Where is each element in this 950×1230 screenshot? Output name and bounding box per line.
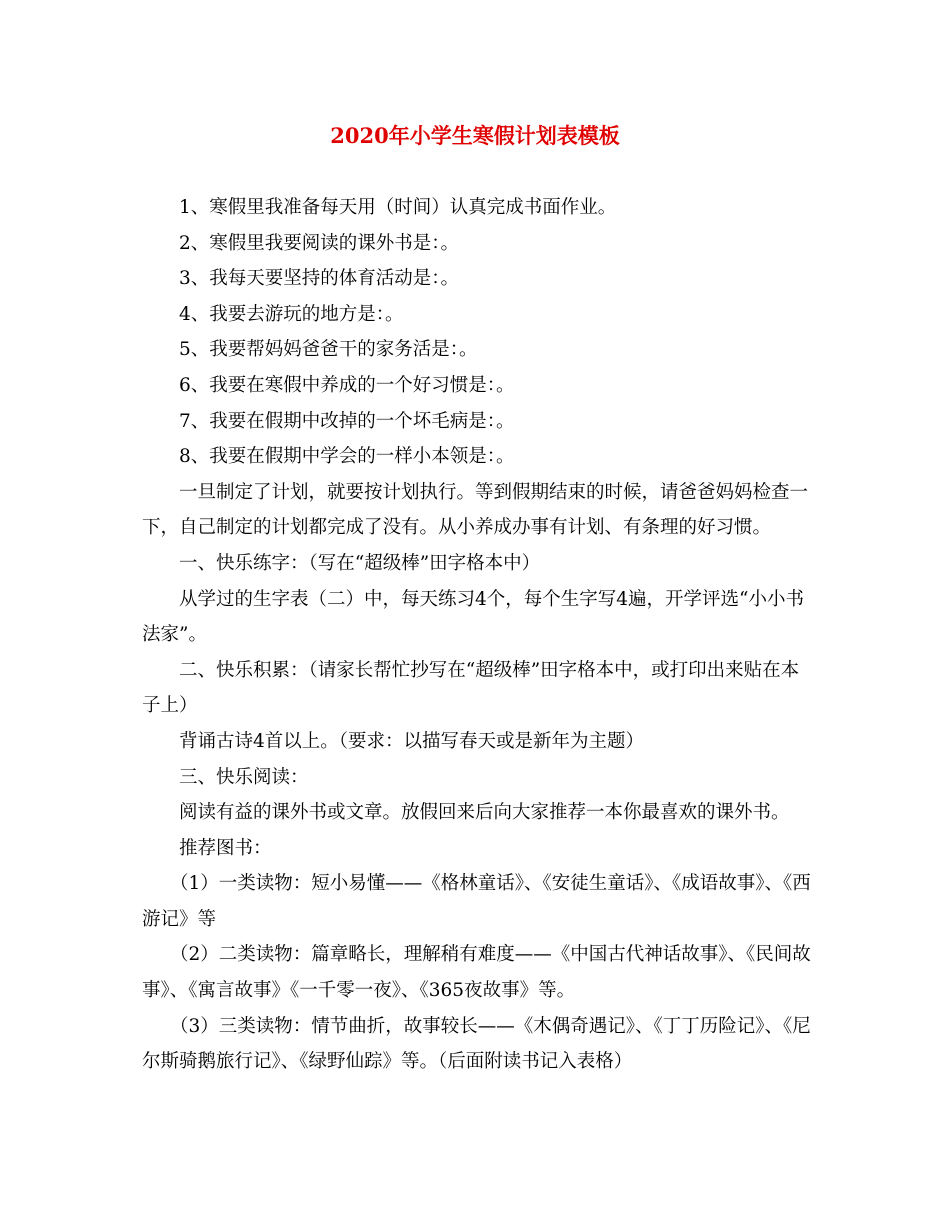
book-category-2: （2）二类读物：篇章略长，理解稍有难度——《中国古代神话故事》、《民间故事》、《寓言故事》《一千零一夜》、《365夜故事》等。: [142, 944, 811, 1002]
plan-item-3: 3、我每天要坚持的体育活动是：。: [179, 268, 460, 290]
section-heading-reading: 三、快乐阅读：: [179, 766, 309, 788]
accumulation-description: 背诵古诗4首以上。（要求：以描写春天或是新年为主题）: [179, 730, 645, 752]
plan-item-1: 1、寒假里我准备每天用（时间）认真完成书面作业。: [179, 197, 617, 218]
plan-item-8: 8、我要在假期中学会的一样小本领是：。: [179, 446, 515, 468]
reading-description: 阅读有益的课外书或文章。放假回来后向大家推荐一本你最喜欢的课外书。: [179, 802, 790, 824]
recommended-books-heading: 推荐图书：: [179, 837, 272, 859]
document-body: [142, 190, 814, 1080]
plan-summary-paragraph: 一旦制定了计划，就要按计划执行。等到假期结束的时候，请爸爸妈妈检查一下，自己制定的计划都完成了没有。从小养成办事有计划、有条理的好习惯。: [142, 481, 809, 539]
plan-item-5: 5、我要帮妈妈爸爸干的家务活是：。: [179, 339, 478, 361]
book-category-1: （1）一类读物：短小易懂——《格林童话》、《安徒生童话》、《成语故事》、《西游记》等: [142, 873, 811, 930]
plan-item-7: 7、我要在假期中改掉的一个坏毛病是：。: [179, 410, 515, 432]
plan-item-6: 6、我要在寒假中养成的一个好习惯是：。: [179, 374, 515, 396]
plan-item-2: 2、寒假里我要阅读的课外书是：。: [179, 232, 460, 254]
book-category-3: （3）三类读物：情节曲折，故事较长——《木偶奇遇记》、《丁丁历险记》、《尼尔斯骑鹅旅行记》、《绿野仙踪》等。（后面附读书记入表格）: [142, 1015, 811, 1073]
section-heading-writing: 一、快乐练字：（写在“超级棒”田字格本中）: [179, 552, 541, 574]
writing-description: 从学过的生字表（二）中，每天练习4个，每个生字写4遍，开学评选“小小书法家”。: [142, 588, 805, 646]
section-heading-accumulation: 二、快乐积累：（请家长帮忙抄写在“超级棒”田字格本中，或打印出来贴在本子上）: [142, 659, 800, 717]
document-title: 2020年小学生寒假计划表模板: [330, 123, 620, 148]
plan-item-4: 4、我要去游玩的地方是：。: [179, 303, 404, 325]
